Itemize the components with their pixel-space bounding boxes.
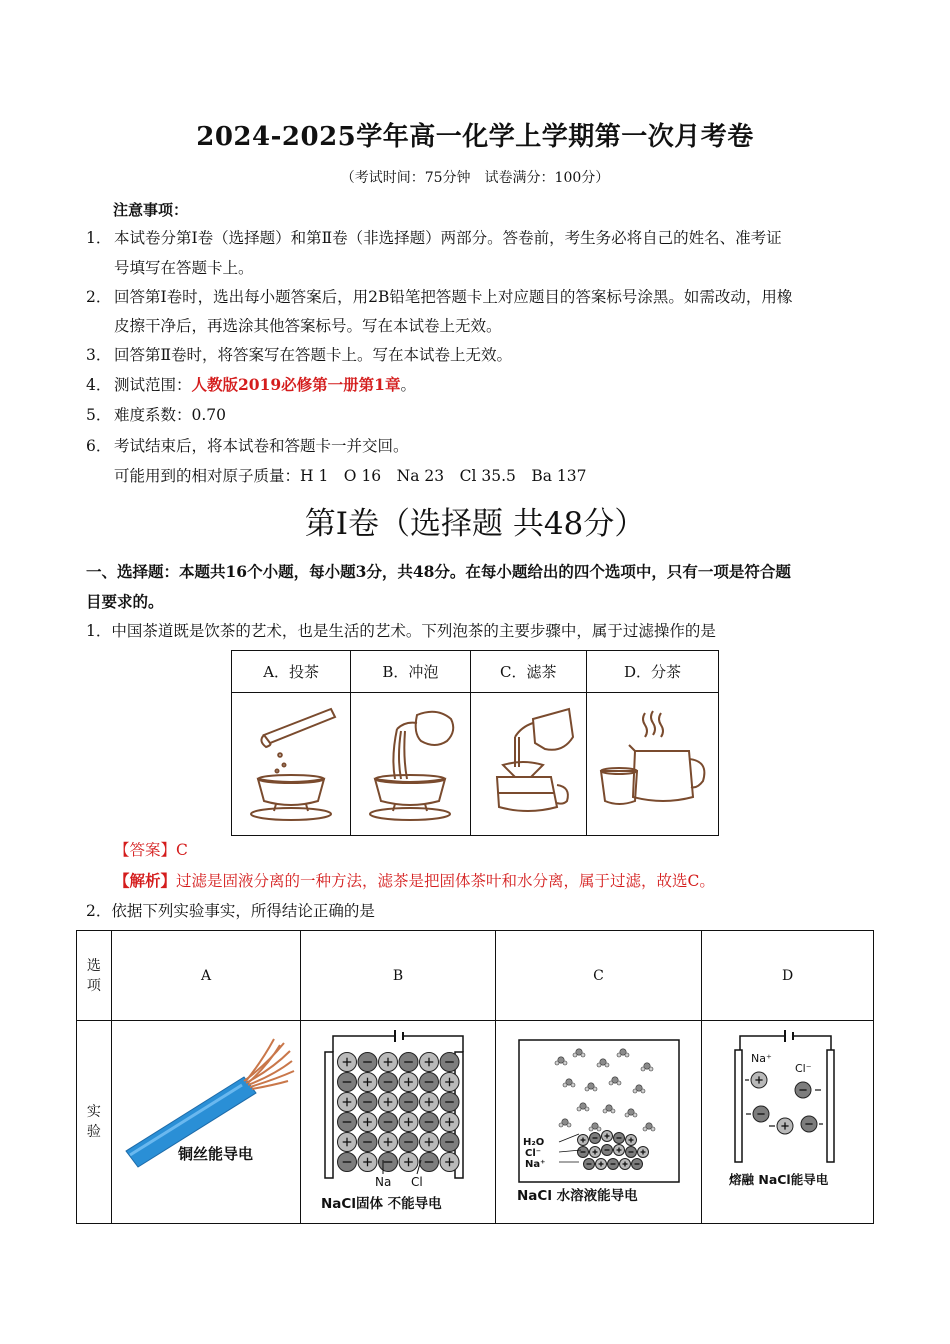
- na-ion: [378, 1053, 397, 1072]
- na-ion: [337, 1133, 356, 1152]
- part1-instructions-line1: 一、选择题：本题共16个小题，每小题3分，共48分。在每小题给出的四个选项中，只有一项是符合题: [86, 562, 791, 581]
- tea-serving-illustration: [593, 697, 713, 827]
- note-item-2-cont: 皮擦干净后，再选涂其他答案标号。写在本试卷上无效。: [114, 317, 502, 335]
- q1-stem: 1．中国茶道既是饮茶的艺术，也是生活的艺术。下列泡茶的主要步骤中，属于过滤操作的是: [86, 622, 716, 640]
- copper-wire-illustration: [116, 1025, 296, 1215]
- q2-option-b: B: [301, 931, 495, 1021]
- notes-heading: 注意事项：: [113, 201, 189, 219]
- na-ion: [777, 1118, 793, 1134]
- na-ion: [577, 1135, 588, 1146]
- label-cl-ion: Cl⁻: [524, 1148, 541, 1159]
- cl-ion: [419, 1153, 438, 1172]
- na-ion: [419, 1053, 438, 1072]
- water-molecule: [633, 1085, 645, 1093]
- note-item-2: 2． 回答第Ⅰ卷时，选出每小题答案后，用2B铅笔把答题卡上对应题目的答案标号涂黑。如需改动，用橡: [86, 288, 793, 306]
- cl-ion: [378, 1113, 397, 1132]
- na-ion: [637, 1147, 648, 1158]
- label-cl: Cl: [410, 1175, 423, 1189]
- na-ion: [378, 1133, 397, 1152]
- q1-image-b: [351, 693, 470, 836]
- q1-image-d: [587, 693, 719, 836]
- water-molecule: [643, 1123, 655, 1131]
- water-molecule: [555, 1057, 567, 1065]
- caption-b: NaCl固体 不能导电: [320, 1196, 442, 1212]
- na-ion: [399, 1113, 418, 1132]
- note-item-1-cont: 号填写在答题卡上。: [114, 259, 254, 277]
- na-ion: [625, 1135, 636, 1146]
- q2-row-label: 实验: [77, 1021, 112, 1224]
- note-item-6: 6． 考试结束后，将本试卷和答题卡一并交回。: [86, 437, 409, 455]
- cl-ion: [583, 1159, 594, 1170]
- nacl-solid-illustration: [305, 1022, 491, 1218]
- water-molecule: [603, 1105, 615, 1113]
- na-ion: [595, 1159, 606, 1170]
- cl-ion: [440, 1053, 459, 1072]
- water-molecule: [617, 1049, 629, 1057]
- test-scope: 人教版2019必修第一册第1章: [191, 375, 401, 394]
- exam-title: 2024-2025学年高一化学上学期第一次月考卷: [196, 122, 754, 152]
- caption-a: 铜丝能导电: [178, 1145, 254, 1163]
- na-ion: [619, 1159, 630, 1170]
- na-ion: [419, 1133, 438, 1152]
- cl-ion: [358, 1133, 377, 1152]
- na-ion: [337, 1053, 356, 1072]
- q1-analysis: 【解析】过滤是固液分离的一种方法，滤茶是把固体茶叶和水分离，属于过滤，故选C。: [114, 871, 715, 890]
- cl-ion: [378, 1153, 397, 1172]
- q2-image-a: [111, 1021, 300, 1224]
- tea-leaves-drop-illustration: [236, 697, 346, 827]
- water-molecule: [609, 1077, 621, 1085]
- water-molecule: [641, 1063, 653, 1071]
- tea-pouring-illustration: [355, 697, 465, 827]
- q2-option-c: C: [495, 931, 702, 1021]
- cl-ion: [753, 1106, 769, 1122]
- water-molecule: [585, 1083, 597, 1091]
- cl-ion: [419, 1113, 438, 1132]
- na-ion: [358, 1113, 377, 1132]
- q2-stem: 2．依据下列实验事实，所得结论正确的是: [86, 902, 375, 920]
- water-molecule: [563, 1079, 575, 1087]
- label-h2o: H₂O: [522, 1137, 544, 1148]
- q1-image-c: [470, 693, 587, 836]
- note-item-4: 4． 测试范围：人教版2019必修第一册第1章。: [86, 375, 416, 394]
- molten-nacl-illustration: [705, 1022, 871, 1218]
- na-ion: [358, 1153, 377, 1172]
- cl-ion: [577, 1147, 588, 1158]
- q1-options-table: [231, 650, 719, 836]
- part1-instructions-line2: 目要求的。: [86, 592, 164, 611]
- na-ion: [378, 1093, 397, 1112]
- water-molecule: [589, 1123, 601, 1131]
- q1-option-b: B．冲泡: [351, 651, 470, 693]
- water-molecule: [559, 1119, 571, 1127]
- q1-image-a: [232, 693, 351, 836]
- cl-ion: [801, 1116, 817, 1132]
- na-ion: [613, 1145, 624, 1156]
- label-d-na: Na⁺: [750, 1052, 772, 1065]
- label-na: Na: [374, 1175, 392, 1189]
- cl-ion: [613, 1133, 624, 1144]
- q1-option-c: C．滤茶: [470, 651, 587, 693]
- cl-ion: [601, 1145, 612, 1156]
- tea-filter-illustration: [473, 697, 583, 827]
- cl-ion: [795, 1082, 811, 1098]
- q2-option-a: A: [111, 931, 300, 1021]
- cl-ion: [625, 1147, 636, 1158]
- cl-ion: [399, 1133, 418, 1152]
- cl-ion: [337, 1073, 356, 1092]
- na-ion: [751, 1072, 767, 1088]
- na-ion: [589, 1147, 600, 1158]
- na-ion: [440, 1153, 459, 1172]
- na-ion: [399, 1153, 418, 1172]
- q2-options-table: [76, 930, 874, 1224]
- note-item-1: 1． 本试卷分第Ⅰ卷（选择题）和第Ⅱ卷（非选择题）两部分。答卷前，考生务必将自己的姓名、准考证: [86, 229, 782, 247]
- na-ion: [337, 1093, 356, 1112]
- atomic-masses: 可能用到的相对原子质量：H 1 O 16 Na 23 Cl 35.5 Ba 137: [114, 467, 587, 485]
- caption-d: 熔融 NaCl能导电: [728, 1172, 828, 1187]
- na-ion: [419, 1093, 438, 1112]
- water-molecule: [573, 1049, 585, 1057]
- na-ion: [399, 1073, 418, 1092]
- water-molecule: [597, 1059, 609, 1067]
- caption-c: NaCl 水溶液能导电: [516, 1188, 638, 1204]
- q1-answer: 【答案】C: [114, 841, 188, 859]
- water-molecule: [577, 1103, 589, 1111]
- q2-image-b: [301, 1021, 495, 1224]
- exam-subtitle: （考试时间：75分钟 试卷满分：100分）: [340, 170, 610, 186]
- cl-ion: [378, 1073, 397, 1092]
- label-na-ion: Na⁺: [524, 1159, 545, 1170]
- cl-ion: [607, 1159, 618, 1170]
- na-ion: [440, 1073, 459, 1092]
- q1-option-d: D．分茶: [587, 651, 719, 693]
- label-d-cl: Cl⁻: [794, 1062, 812, 1075]
- cl-ion: [358, 1093, 377, 1112]
- nacl-solution-illustration: [499, 1022, 699, 1218]
- cl-ion: [399, 1093, 418, 1112]
- na-ion: [601, 1131, 612, 1142]
- water-molecule: [625, 1109, 637, 1117]
- cl-ion: [337, 1153, 356, 1172]
- cl-ion: [589, 1133, 600, 1144]
- na-ion: [440, 1113, 459, 1132]
- cl-ion: [419, 1073, 438, 1092]
- cl-ion: [631, 1159, 642, 1170]
- note-item-3: 3． 回答第Ⅱ卷时，将答案写在答题卡上。写在本试卷上无效。: [86, 346, 513, 364]
- q2-option-d: D: [702, 931, 874, 1021]
- cl-ion: [440, 1093, 459, 1112]
- cl-ion: [358, 1053, 377, 1072]
- note-item-5: 5． 难度系数：0.70: [86, 406, 227, 424]
- q1-option-a: A．投茶: [232, 651, 351, 693]
- q2-header-label: 选项: [77, 931, 112, 1021]
- cl-ion: [337, 1113, 356, 1132]
- section-title: 第Ⅰ卷（选择题 共48分）: [304, 506, 646, 542]
- q2-image-d: [702, 1021, 874, 1224]
- q2-image-c: [495, 1021, 702, 1224]
- na-ion: [358, 1073, 377, 1092]
- cl-ion: [440, 1133, 459, 1152]
- cl-ion: [399, 1053, 418, 1072]
